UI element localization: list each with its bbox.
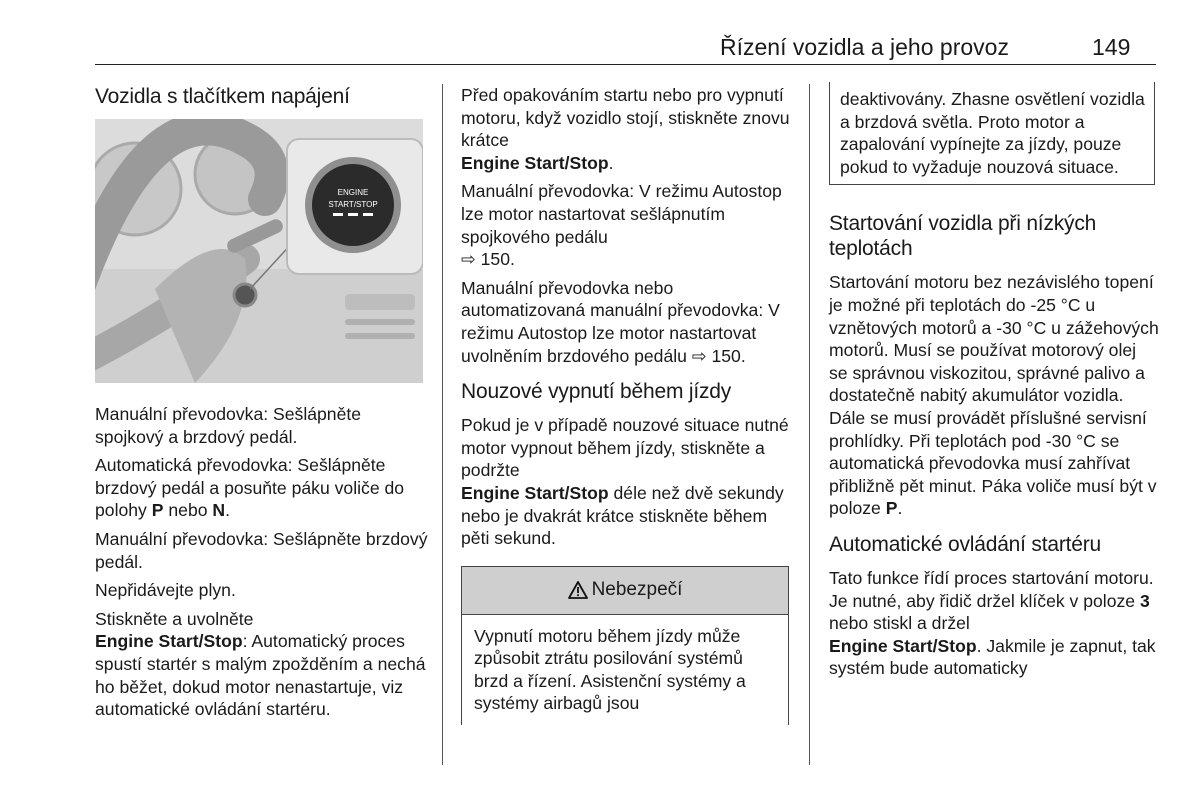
- column-divider-2: [809, 84, 810, 765]
- header-rule: [95, 64, 1156, 65]
- paragraph-manual-1: Manuální převodovka: Sešlápněte spojkový a brzdový pedál.: [95, 404, 362, 447]
- button-label-start-stop: START/STOP: [328, 200, 378, 209]
- section-heading-emergency-stop: Nouzové vypnutí během jízdy: [461, 380, 732, 404]
- dashboard-illustration: [95, 119, 423, 383]
- section-heading-power-button: Vozidla s tlačítkem napájení: [95, 85, 350, 108]
- paragraph-autostop-brake: Manuální převodovka nebo automatizovaná manuální převodovka: V režimu Autostop lze motor nastartovat uvolněním brzdového pedálu ⇨ 150.: [461, 277, 780, 366]
- engine-start-stop-image: [95, 119, 423, 383]
- column-1: [95, 84, 430, 727]
- paragraph-autostop-clutch: Manuální převodovka: V režimu Autostop lze motor nastartovat sešlápnutím spojkového pedálu ⇨ 150.: [461, 181, 782, 270]
- page-reference[interactable]: ⇨ 150.: [691, 345, 746, 366]
- danger-text: Vypnutí motoru během jízdy může způsobit ztrátu posilování systémů brzd a řízení. Asistenční systémy a systémy airbagů jsou: [474, 625, 746, 714]
- warning-triangle-icon: [568, 581, 588, 599]
- paragraph-cold-start: Startování motoru bez nezávislého topení je možné při teplotách do -25 °C u vznětových motorů a -30 °C u zážehových motorů. Musí se používat motorový olej se správnou viskozitou, správné palivo a dostatečně nabitý akumulátor vozidla. Dále se musí provádět příslušné servisní prohlídky. Při teplotách pod -30 °C se automatická převodovka musí zahřívat přibližně pět minut. Páka voliče musí být v poloze P.: [829, 272, 1159, 519]
- paragraph-automatic: Automatická převodovka: Sešlápněte brzdový pedál a posuňte páku voliče do polohy P nebo N.: [95, 455, 405, 521]
- danger-box: [461, 566, 789, 725]
- section-heading-auto-starter: Automatické ovládání startéru: [829, 532, 1102, 556]
- column-3: [829, 82, 1159, 686]
- danger-title: Nebezpečí: [591, 578, 683, 600]
- paragraph-repeat-start: Před opakováním startu nebo pro vypnutí motoru, když vozidlo stojí, stiskněte znovu krátce Engine Start/Stop.: [461, 85, 790, 173]
- column-divider-1: [442, 84, 443, 765]
- column-2: [461, 84, 791, 725]
- paragraph-manual-2: Manuální převodovka: Sešlápněte brzdový pedál.: [95, 528, 428, 572]
- paragraph-no-throttle: Nepřidávejte plyn.: [95, 580, 236, 601]
- paragraph-press-release: Stiskněte a uvolněte Engine Start/Stop: Automatický proces spustí startér s malým zpožděním a nechá ho běžet, dokud motor nenastartuje, viz automatické ovládání startéru.: [95, 608, 426, 720]
- danger-header: [462, 567, 788, 615]
- button-label-engine: ENGINE: [337, 188, 369, 197]
- danger-box-continued: deaktivovány. Zhasne osvětlení vozidla a brzdová světla. Proto motor a zapalování vypínejte za jízdy, pouze pokud to vyžaduje nouzová situace.: [829, 82, 1155, 185]
- paragraph-emergency-stop: Pokud je v případě nouzové situace nutné motor vypnout během jízdy, stiskněte a podržte Engine Start/Stop déle než dvě sekundy nebo je dvakrát krátce stiskněte během pěti sekund.: [461, 415, 789, 549]
- running-header-title: Řízení vozidla a jeho provoz: [720, 34, 1009, 60]
- paragraph-auto-starter: Tato funkce řídí proces startování motoru. Je nutné, aby řidič držel klíček v poloze 3 nebo stiskl a držel Engine Start/Stop. Jakmile je zapnut, tak systém bude automaticky: [829, 567, 1156, 679]
- section-heading-cold-start: Startování vozidla při nízkých teplotách: [829, 212, 1097, 261]
- page-reference[interactable]: ⇨ 150.: [461, 249, 515, 270]
- page-number: 149: [1092, 34, 1131, 60]
